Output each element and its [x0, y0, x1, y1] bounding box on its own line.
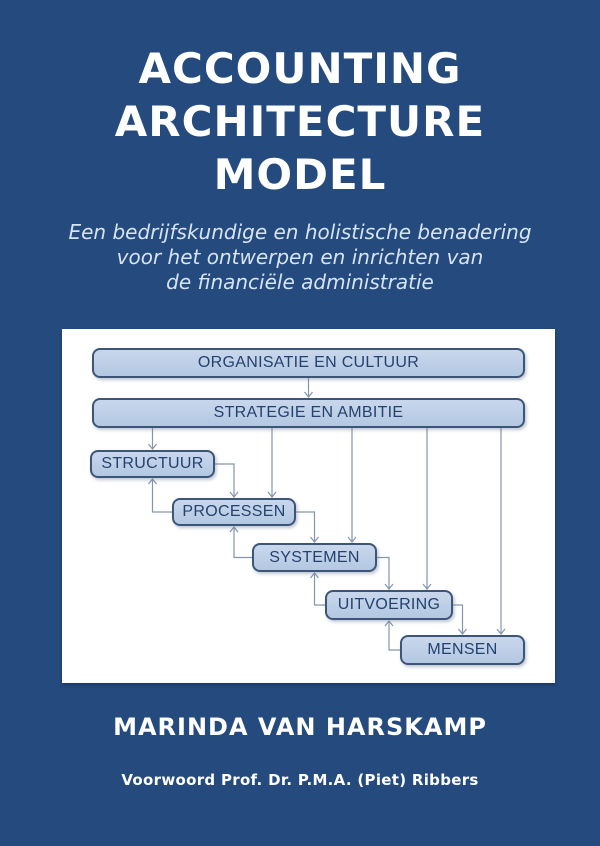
- box-structuur: [90, 450, 215, 478]
- title-line-2: ARCHITECTURE: [114, 97, 486, 146]
- connector-systemen-back-to-processen: [234, 527, 252, 558]
- connector-processen-to-systemen: [296, 512, 315, 542]
- box-label: ORGANISATIE EN CULTUUR: [197, 354, 420, 371]
- box-strategie-en-ambitie: [92, 398, 525, 428]
- book-title: [0, 42, 600, 201]
- subtitle-line-2: voor het ontwerpen en inrichten van: [116, 245, 484, 269]
- box-label: UITVOERING: [337, 596, 441, 613]
- connector-uitvoering-back-to-systemen: [315, 573, 326, 605]
- connector-processen-back-to-structuur: [153, 479, 173, 512]
- connector-structuur-to-processen: [215, 464, 234, 497]
- title-line-1: ACCOUNTING: [138, 44, 462, 93]
- author-name: MARINDA VAN HARSKAMP: [113, 713, 487, 741]
- title-line-3: MODEL: [213, 150, 387, 199]
- box-label: PROCESSEN: [182, 503, 286, 520]
- subtitle-line-1: Een bedrijfskundige en holistische benadering: [68, 220, 532, 244]
- box-mensen: [400, 635, 525, 665]
- box-label: SYSTEMEN: [269, 548, 360, 566]
- box-label: STRUCTUUR: [101, 455, 204, 472]
- box-uitvoering: [325, 590, 453, 620]
- box-label: STRATEGIE EN AMBITIE: [213, 404, 404, 421]
- book-subtitle: [0, 220, 600, 295]
- box-label: MENSEN: [427, 641, 498, 658]
- subtitle-line-3: de financiële administratie: [166, 270, 434, 294]
- connector-systemen-to-uitvoering: [377, 558, 389, 590]
- box-organisatie-en-cultuur: [92, 348, 525, 378]
- connector-mensen-back-to-uitvoering: [389, 621, 400, 650]
- box-processen: [172, 498, 296, 526]
- box-systemen: [252, 543, 377, 572]
- foreword-credit: Voorwoord Prof. Dr. P.M.A. (Piet) Ribbers: [121, 771, 479, 789]
- diagram-connectors: [62, 329, 555, 683]
- diagram-panel: [62, 329, 555, 683]
- connector-uitvoering-to-mensen: [453, 605, 463, 634]
